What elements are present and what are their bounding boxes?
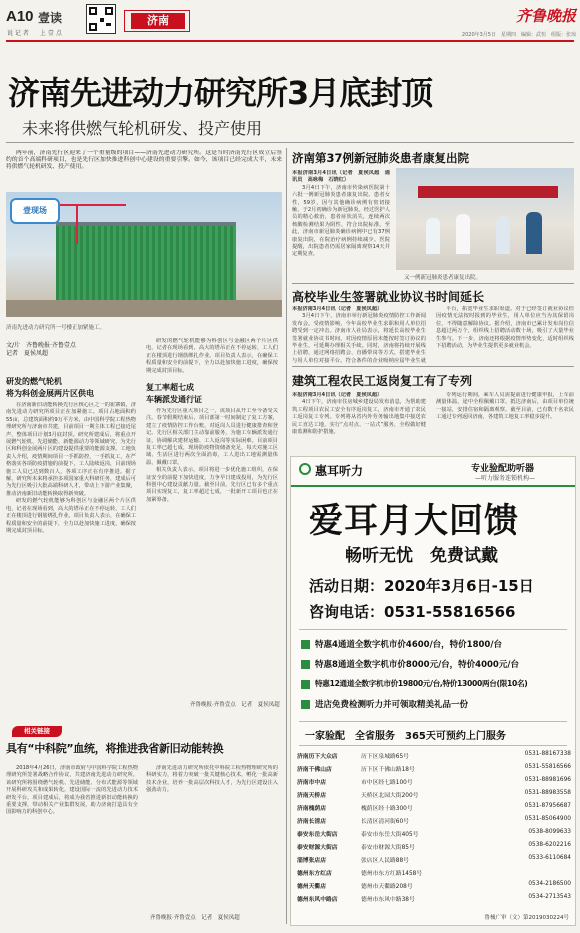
ad-right-title: 专业验配助听器 [471, 464, 535, 474]
store-name: 济南槐荫店 [297, 806, 326, 812]
ad-tagline: 畅听无忧 免费试戴 [345, 546, 498, 566]
story4-text: 4日下午，济南市住房城乡建设局发布消息，为帮助建筑工程项目农民工安全有序返岗复工，济南市开通了农民工返岗复工专列。专列将从省内外劳务输出地集中接送农民工直达工地，实行“点对点、一站式”服务，全程做好健康监测和防护措施。 [292, 399, 426, 436]
ad-rule-2 [299, 721, 567, 722]
store-address: 德州市东风中路38号 [361, 897, 415, 903]
store-name: 泰安财源大街店 [297, 845, 338, 851]
banner [418, 186, 558, 198]
store-phone[interactable]: 0531-85064900 [524, 816, 571, 822]
ad-date: 活动日期：2020年3月6日-15日 [309, 577, 534, 595]
store-name: 德州天衢店 [297, 884, 326, 890]
lead-body-1: 在济南新旧动能转换先行区核心区之一的崔寨镇，济南先进动力研究所项目正在加紧施工。项目占地面积约55亩，总建筑面积约9万平方米，由中国科学院工程热物理研究所与济南市共建，目前项目一期主体工程已接近尾声，整体项目计划3月底封顶。研究所建成后，将重点开展燃气轮机、先进储能、新能源动力等领域研究，为先行区和科创金展两片区的建设提供重要的能源支撑。工地负责人介绍，疫情期间项目一手抓防控，一手抓复工，在严格落实各项防疫措施的前提下，工人陆续返岗，目前现场施工人员已达到数百人，各项工序正在有序推进。据了解，研究所未来将承担多项国家重大科研任务，建成后可为先行区吸引大批高端科研人才，带动上下游产业集聚，推动济南新旧动能转换取得新突破。 [6, 402, 136, 497]
ad-license: 鲁械广审（文）第2019030224号 [484, 915, 569, 921]
ad-mid-rule [299, 629, 567, 630]
lead-intro [6, 150, 282, 187]
related-credit: 齐鲁晚报·齐鲁壹点 记者 夏侯凤超 [150, 915, 240, 921]
story2-text: 3月4日下午，济南市传染病医院第十六批一例新冠肺炎患者康复出院。患者女性，59岁，因与其他确诊病例有密切接触，于2月初确诊为新冠肺炎。经过医护人员的精心救治，患者症状消失，连续两次核酸检测结果为阴性，符合出院标准。至此，济南市新冠肺炎确诊病例中已有37例康复出院，在院治疗病例持续减少。医院提醒，出院患者仍需居家隔离观察14天并定期复查。 [292, 184, 390, 258]
lead-body-2b: 相关负责人表示，项目将进一步优化施工组织，在保证安全的前提下加快进度，力争早日建成投用，为先行区科创中心建设贡献力量。截至目前，先行区已有多个重点项目实现复工，复工率超过七成，一批新开工项目也正在加紧筹备。 [146, 467, 278, 503]
store-row [297, 801, 571, 814]
store-name: 淄博张店店 [297, 858, 326, 864]
story2-rule [292, 283, 574, 284]
related-body-b: 济南先进动力研究所依托中科院工程热物理研究所的科研实力，将着力突破一批关键核心技术，孵化一批高新技术企业，培养一批高层次科技人才，为先行区建设注入强劲动力。 [146, 765, 278, 794]
offer-text: 特惠4通道全数字机市价4600/台，特价1800/台 [315, 640, 502, 650]
story4-meta: 本报济南3月4日讯（记者 夏侯凤超） [292, 392, 383, 398]
qr-code[interactable] [86, 4, 116, 34]
store-address: 天桥区北园大街200号 [361, 793, 419, 799]
store-list [297, 749, 571, 905]
offer-item [297, 657, 569, 677]
lead-subhead-1a: 研发的燃气轮机 [6, 377, 62, 386]
lead-subhead-2a: 复工率超七成 [146, 383, 194, 392]
lead-photo-caption: 济南先进动力研究所一号楼正加紧施工。 [6, 325, 106, 331]
store-address: 张店区人民路88号 [361, 858, 409, 864]
lead-headline: 济南先进动力研究所3月底封顶 [8, 74, 433, 112]
ad-rule-3 [299, 745, 567, 746]
related-body-col1 [6, 765, 138, 915]
store-row [297, 879, 571, 892]
store-row [297, 866, 571, 879]
story2-photo-caption: 又一例新冠肺炎患者康复出院。 [404, 275, 482, 281]
offer-bullet-icon [301, 640, 310, 649]
lead-subhead-2b: 车辆派发通行证 [146, 395, 202, 404]
store-phone[interactable]: 0538-6202216 [528, 842, 571, 848]
hearing-ad [290, 456, 576, 926]
offer-text: 特惠8通道全数字机市价8000元/台，特价4000元/台 [315, 660, 519, 670]
store-phone[interactable]: 0533-6110684 [528, 855, 571, 861]
store-row [297, 853, 571, 866]
lead-credit-1: 文/片 齐鲁晚报·齐鲁壹点 [6, 342, 76, 349]
store-address: 槐荫区经十路300号 [361, 806, 413, 812]
ad-phone[interactable]: 咨询电话：0531-55816566 [309, 603, 516, 621]
store-address: 历下区泉城路65号 [361, 754, 409, 760]
store-phone[interactable]: 0531-88983558 [524, 790, 571, 796]
story3-rule [292, 366, 574, 367]
ad-logo-text: 惠耳听力 [315, 464, 364, 478]
store-address: 德州市东方红路1458号 [361, 871, 423, 877]
story2-body [292, 170, 390, 278]
subtitle-rule [6, 142, 574, 143]
lead-subtitle: 未来将供燃气轮机研发、投产使用 [22, 119, 263, 138]
store-row [297, 814, 571, 827]
store-row [297, 788, 571, 801]
related-tag-bar [6, 724, 282, 736]
lead-body-col2 [146, 408, 278, 696]
story3-meta: 本报济南3月4日讯（记者 夏侯凤超） [292, 306, 383, 312]
store-row [297, 775, 571, 788]
store-phone[interactable]: 0538-8099633 [528, 829, 571, 835]
lead-body-2: 作为先行区重大项目之一，该项目从开工至今备受关注。春节假期结束后，项目部第一时间制定了复工方案，建立了疫情防控工作台账，对返岗人员进行健康排查和登记。先行区相关部门主动靠前服务，为施工车辆派发通行证，协调解决建材运输、工人返岗等实际困难。目前项目复工率已超七成，现场防疫物资储备充足，每天对施工区域、生活区进行两次全面消毒，工人进出工地需测量体温、佩戴口罩。 [146, 408, 278, 466]
store-phone[interactable]: 0534-2186500 [528, 881, 571, 887]
lead-photo [6, 192, 282, 317]
store-name: 济南历下大众店 [297, 754, 338, 760]
offer-text: 特惠12通道全数字机市价19800元/台,特价13000两台(限10名) [315, 679, 528, 688]
column-divider [286, 148, 287, 924]
offer-bullet-icon [301, 680, 310, 689]
lead-body-2top: 研发的燃气轮机能够为科创区与金融区两个片区供电，记者在现场看到，高大的塔吊正在不停运转，工人们正在楼顶进行钢筋绑扎作业。项目负责人表示，在确保工程质量和安全的前提下，全力以赴加快施工进度，确保按期完成封顶目标。 [146, 338, 278, 374]
offer-item [297, 637, 569, 657]
store-name: 济南天桥店 [297, 793, 326, 799]
lead-credit-2: 记者 夏侯凤超 [6, 350, 49, 357]
store-name: 济南长清店 [297, 819, 326, 825]
store-address: 历下区千佛山路18号 [361, 767, 415, 773]
store-address: 泰安市财源大街85号 [361, 845, 415, 851]
store-row [297, 749, 571, 762]
related-body-col2 [146, 765, 278, 905]
offer-item [297, 677, 569, 697]
store-row [297, 892, 571, 905]
date-line: 2020年3月5日 星期四 编辑：武恒 组版：张琼 [461, 32, 576, 38]
store-row [297, 827, 571, 840]
store-phone[interactable]: 0531-87956687 [524, 803, 571, 809]
section-tab-frame [124, 10, 190, 32]
brand-logo: 齐鲁晚报 [515, 7, 576, 25]
section-label: 壹读 [38, 11, 63, 25]
store-phone[interactable]: 0531-55816566 [524, 764, 571, 770]
live-badge-label: 壹现场 [23, 206, 47, 215]
story3-body-col1 [292, 306, 426, 364]
staff [526, 212, 542, 254]
story4-body-col2 [436, 392, 574, 450]
store-row [297, 840, 571, 853]
related-body: 2018年4月26日，济南市政府与中国科学院工程热物理研究所签署战略合作协议，共建济南先进动力研究所。该研究所将围绕燃气轮机、先进储能、分布式能源等领域开展科研攻关和成果转化，建设国际一流的先进动力技术研发平台。项目建成后，将成为我省推进新旧动能转换的重要支撑，带动相关产业集群发展，助力济南打造具有全国影响力的科创中心。 [6, 765, 138, 816]
store-phone[interactable]: 0531-88981696 [524, 777, 571, 783]
store-name: 德州东风中路店 [297, 897, 338, 903]
store-address: 长清区清河街60号 [361, 819, 409, 825]
story3-text: 3月4日下午，济南市举行新冠肺炎疫情防控工作新闻发布会。受疫情影响，今年高校毕业生求职和用人单位招聘受到一定冲击。济南市人社局表示，将延长高校毕业生签署就业协议书时间，对因疫情原因未能按时签订协议的毕业生，可延期办理相关手续。同时，济南将持续开展线上招聘，通过网络招聘会、直播带岗等方式，搭建毕业生与用人单位对接平台。符合条件的企业吸纳应届毕业生就 [292, 313, 426, 364]
story4-title: 建筑工程农民工返岗复工有了专列 [292, 374, 473, 388]
store-address: 泰安市东岳大街405号 [361, 832, 419, 838]
lead-body-col1 [6, 402, 136, 710]
ground [6, 300, 282, 317]
story2-meta: 本报济南3月4日讯（记者 夏侯凤超 通讯员 高咏梅 石晓红） [292, 170, 390, 184]
masthead [6, 8, 576, 38]
offer-bullet-icon [301, 700, 310, 709]
store-name: 泰安东岳大街店 [297, 832, 338, 838]
store-address: 德州市天衢路208号 [361, 884, 413, 890]
related-title: 具有“中科院”血统，将推进我省新旧动能转换 [6, 742, 224, 755]
slogan-left: 说 记 者 [7, 30, 29, 37]
story3-body-col2 [436, 306, 574, 364]
story3-text-b: 平台，拓宽毕业生求职渠道。对于已经签订就业协议但因疫情无法按时报到的毕业生，用人单位应当为其保留岗位，不得随意解除协议。据介绍，济南市已累计发布岗位信息超过两万个，组织线上招聘活动数十场，吸引了大量毕业生参与。下一步，济南还将根据疫情形势变化，适时组织线下招聘活动，为毕业生提供更多就业机会。 [436, 306, 574, 350]
slogan-right: 上 壹 点 [40, 30, 62, 37]
offer-bullet-icon [301, 660, 310, 669]
lead-intro-text: 两年前，济南先行区迎来了一个重量级的项目——济南先进动力研究所。这是当时济南先行区成立后签约的首个高端科研项目，也是先行区加快推进科创中心建设的重要引擎。如今，该项目已经完成大半，未来将供燃气轮机研发、投产使用。 [6, 150, 282, 171]
store-phone[interactable]: 0534-2713543 [528, 894, 571, 900]
lead-body-1b: 研发的燃气轮机能够为科创区与金融区两个片区供电，记者在现场看到，高大的塔吊正在不停运转，工人们正在楼顶进行钢筋绑扎作业。项目负责人表示，在确保工程质量和安全的前提下，全力以赴加快施工进度，确保按期完成封顶目标。 [6, 498, 136, 534]
live-badge [10, 198, 60, 224]
store-row [297, 762, 571, 775]
offer-item [297, 697, 569, 717]
section-tab[interactable]: 济南 [131, 13, 185, 29]
store-name: 济南市中店 [297, 780, 326, 786]
ear-logo-icon [299, 463, 311, 475]
lead-body-col2-top [146, 338, 278, 378]
ad-right-sub: —听力服务连锁机构— [475, 475, 536, 482]
story2-photo [396, 168, 574, 270]
ad-service-title: 一家验配 全省服务 365天可预约上门服务 [305, 731, 506, 742]
medic-2 [456, 214, 470, 254]
patient [496, 216, 510, 254]
story4-text-b: 专列运行期间，乘车人员需提前进行健康申报，上车前测量体温，途中全程佩戴口罩。抵达济南后，由项目单位统一接站，安排住宿和隔离观察。截至目前，已有数千名农民工通过专列返回济南，各建筑工地复工率稳步提升。 [436, 392, 574, 421]
lead-end-credit: 齐鲁晚报·齐鲁壹点 记者 夏侯凤超 [190, 702, 280, 708]
store-phone[interactable]: 0531-88167338 [524, 751, 571, 757]
ad-top-rule [291, 485, 575, 487]
header-rule [6, 40, 574, 42]
ad-headline: 爱耳月大回馈 [309, 501, 519, 541]
related-tag: 相关链接 [12, 726, 62, 737]
crane [76, 204, 78, 244]
lead-subhead-1b: 将为科创金展两片区供电 [6, 389, 94, 398]
story3-title: 高校毕业生签署就业协议书时间延长 [292, 290, 485, 304]
ad-offers [297, 637, 569, 717]
page-number: A10 [6, 8, 34, 25]
store-name: 德州东方红店 [297, 871, 332, 877]
store-address: 市中区经七路100号 [361, 780, 413, 786]
store-name: 济南千佛山店 [297, 767, 332, 773]
medic-1 [426, 218, 440, 254]
offer-text: 进店免费检测听力并可领取精美礼品一份 [315, 700, 469, 710]
story2-title: 济南第37例新冠肺炎患者康复出院 [292, 151, 470, 165]
story4-body-col1 [292, 392, 426, 450]
